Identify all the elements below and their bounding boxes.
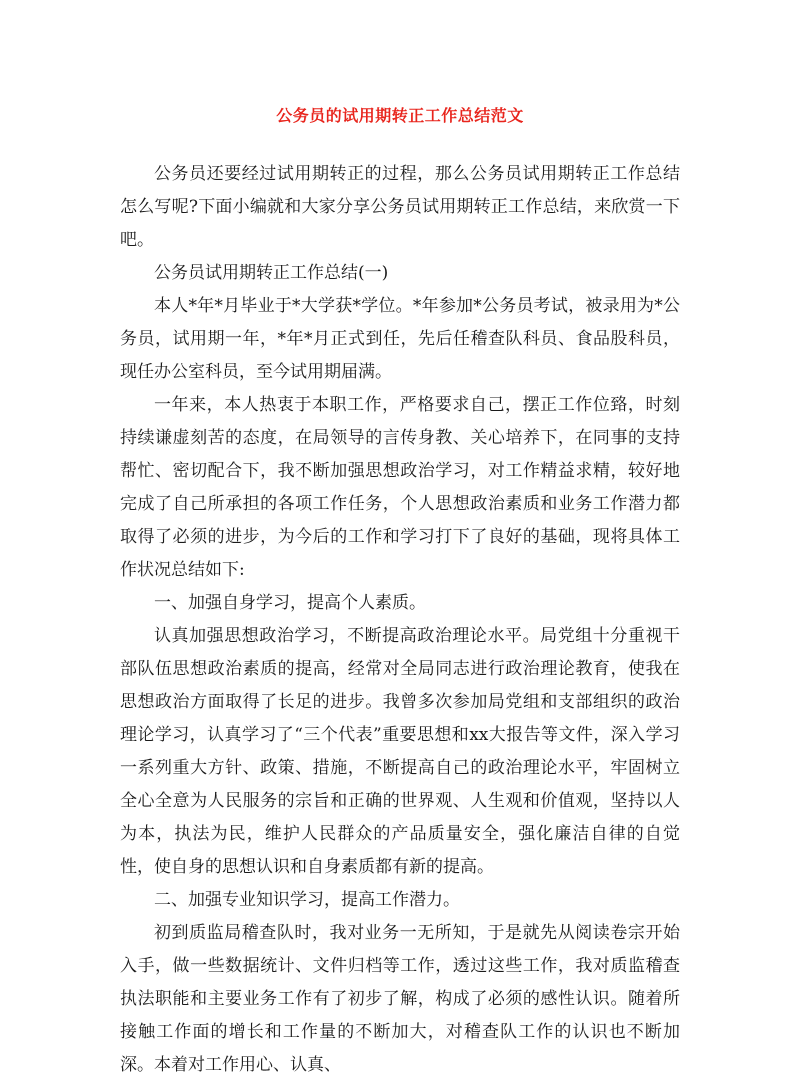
paragraph-intro: 公务员还要经过试用期转正的过程，那么公务员试用期转正工作总结怎么写呢?下面小编就和大家分享公务员试用期转正工作总结，来欣赏一下吧。: [120, 164, 680, 250]
section-heading-summary-1: 公务员试用期转正工作总结(一): [154, 263, 389, 283]
paragraph-political-study: 认真加强思想政治学习，不断提高政治理论水平。局党组十分重视干部队伍思想政治素质的提高，经常对全局同志进行政治理论教育，使我在思想政治方面取得了长足的进步。我曾多次参加局党组和支部组织的政治理论学习，认真学习了“三个代表”重要思想和xx大报告等文件，深入学习一系列重大方针、政策、措施，不断提高自己的政治理论水平，牢固树立全心全意为人民服务的宗旨和正确的世界观、人生观和价值观，坚持以人为本，执法为民，维护人民群众的产品质量安全，强化廉洁自律的自觉性，使自身的思想认识和自身素质都有新的提高。: [120, 626, 680, 877]
paragraph-background: 本人*年*月毕业于*大学获*学位。*年参加*公务员考试，被录用为*公务员，试用期一年，*年*月正式到任，先后任稽查队科员、食品股科员，现任办公室科员，至今试用期届满。: [120, 296, 680, 382]
paragraph-professional-work: 初到质监局稽查队时，我对业务一无所知，于是就先从阅读卷宗开始入手，做一些数据统计、文件归档等工作，透过这些工作，我对质监稽查执法职能和主要业务工作有了初步了解，构成了必须的感性认识。随着所接触工作面的增长和工作量的不断加大，对稽查队工作的认识也不断加深。本着对工作用心、认真、: [120, 923, 680, 1075]
document-body: [120, 158, 680, 1082]
paragraph-overview: 一年来，本人热衷于本职工作，严格要求自己，摆正工作位臵，时刻持续谦虚刻苦的态度，在局领导的言传身教、关心培养下，在同事的支持帮忙、密切配合下，我不断加强思想政治学习，对工作精益求精，较好地完成了自己所承担的各项工作任务，个人思想政治素质和业务工作潜力都取得了必须的进步，为今后的工作和学习打下了良好的基础，现将具体工作状况总结如下:: [120, 395, 680, 580]
document-title: 公务员的试用期转正工作总结范文: [276, 106, 524, 125]
section-heading-self-study: 一、加强自身学习，提高个人素质。: [154, 593, 426, 613]
section-heading-professional-study: 二、加强专业知识学习，提高工作潜力。: [154, 890, 460, 910]
